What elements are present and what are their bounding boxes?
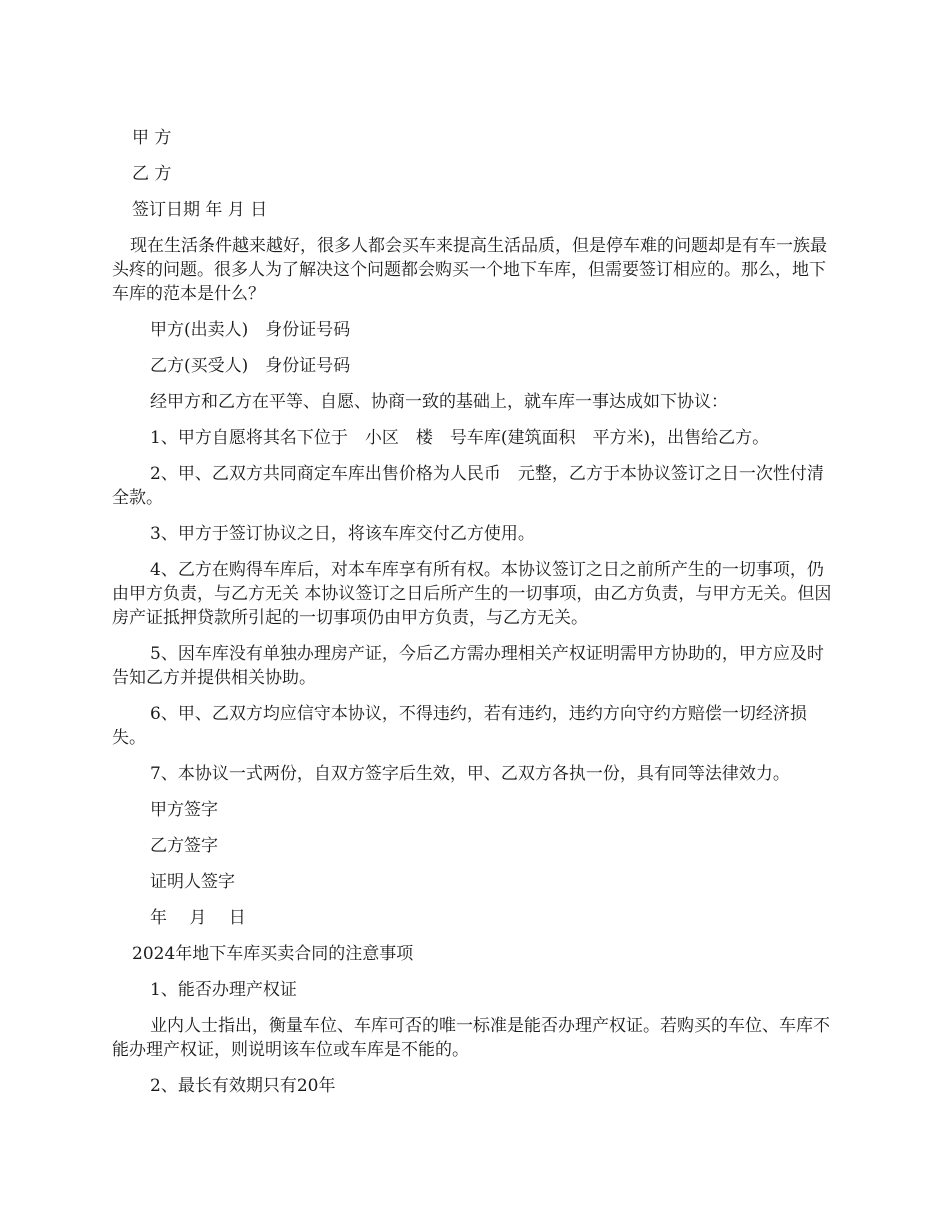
clause-6: 6、甲、乙双方均应信守本协议，不得违约，若有违约，违约方向守约方赔偿一切经济损失。	[112, 704, 807, 748]
preamble: 经甲方和乙方在平等、自愿、协商一致的基础上，就车库一事达成如下协议：	[150, 392, 728, 412]
clause-3: 3、甲方于签订协议之日，将该车库交付乙方使用。	[150, 524, 535, 544]
witness-signature: 证明人签字	[150, 872, 235, 892]
party-b-signature: 乙方签字	[150, 836, 218, 856]
sign-date: 签订日期 年 月 日	[132, 200, 268, 220]
note-2-title: 2、最长有效期只有20年	[150, 1076, 336, 1096]
buyer-line: 乙方(买受人) 身份证号码	[150, 356, 351, 376]
clause-7: 7、本协议一式两份，自双方签字后生效，甲、乙双方各执一份，具有同等法律效力。	[150, 764, 790, 784]
clause-1: 1、甲方自愿将其名下位于 小区 楼 号车库(建筑面积 平方米)，出售给乙方。	[150, 428, 770, 448]
intro-paragraph: 现在生活条件越来越好，很多人都会买车来提高生活品质，但是停车难的问题却是有车一族最头疼的问题。很多人为了解决这个问题都会购买一个地下车库，但需要签订相应的。那么，地下车库的范本是什么？	[112, 236, 827, 304]
party-a-header: 甲 方	[132, 128, 172, 148]
note-1-body: 业内人士指出，衡量车位、车库可否的唯一标准是能否办理产权证。若购买的车位、车库不能办理产权证，则说明该车位或车库是不能的。	[112, 1016, 830, 1060]
party-a-signature: 甲方签字	[150, 800, 218, 820]
party-b-header: 乙 方	[132, 164, 172, 184]
signature-date: 年 月 日	[150, 908, 246, 928]
note-1-title: 1、能否办理产权证	[150, 980, 297, 1000]
clause-4: 4、乙方在购得车库后，对本车库享有所有权。本协议签订之日之前所产生的一切事项，仍由甲方负责，与乙方无关 本协议签订之日后所产生的一切事项，由乙方负责，与甲方无关。但因房产证抵押贷款所引起的一切事项仍由甲方负责，与乙方无关。	[112, 560, 832, 628]
clause-5: 5、因车库没有单独办理房产证，今后乙方需办理相关产权证明需甲方协助的，甲方应及时告知乙方并提供相关协助。	[112, 644, 824, 688]
clause-2: 2、甲、乙双方共同商定车库出售价格为人民币 元整，乙方于本协议签订之日一次性付清全款。	[112, 464, 824, 508]
notes-title: 2024年地下车库买卖合同的注意事项	[132, 944, 414, 964]
seller-line: 甲方(出卖人) 身份证号码	[150, 320, 351, 340]
